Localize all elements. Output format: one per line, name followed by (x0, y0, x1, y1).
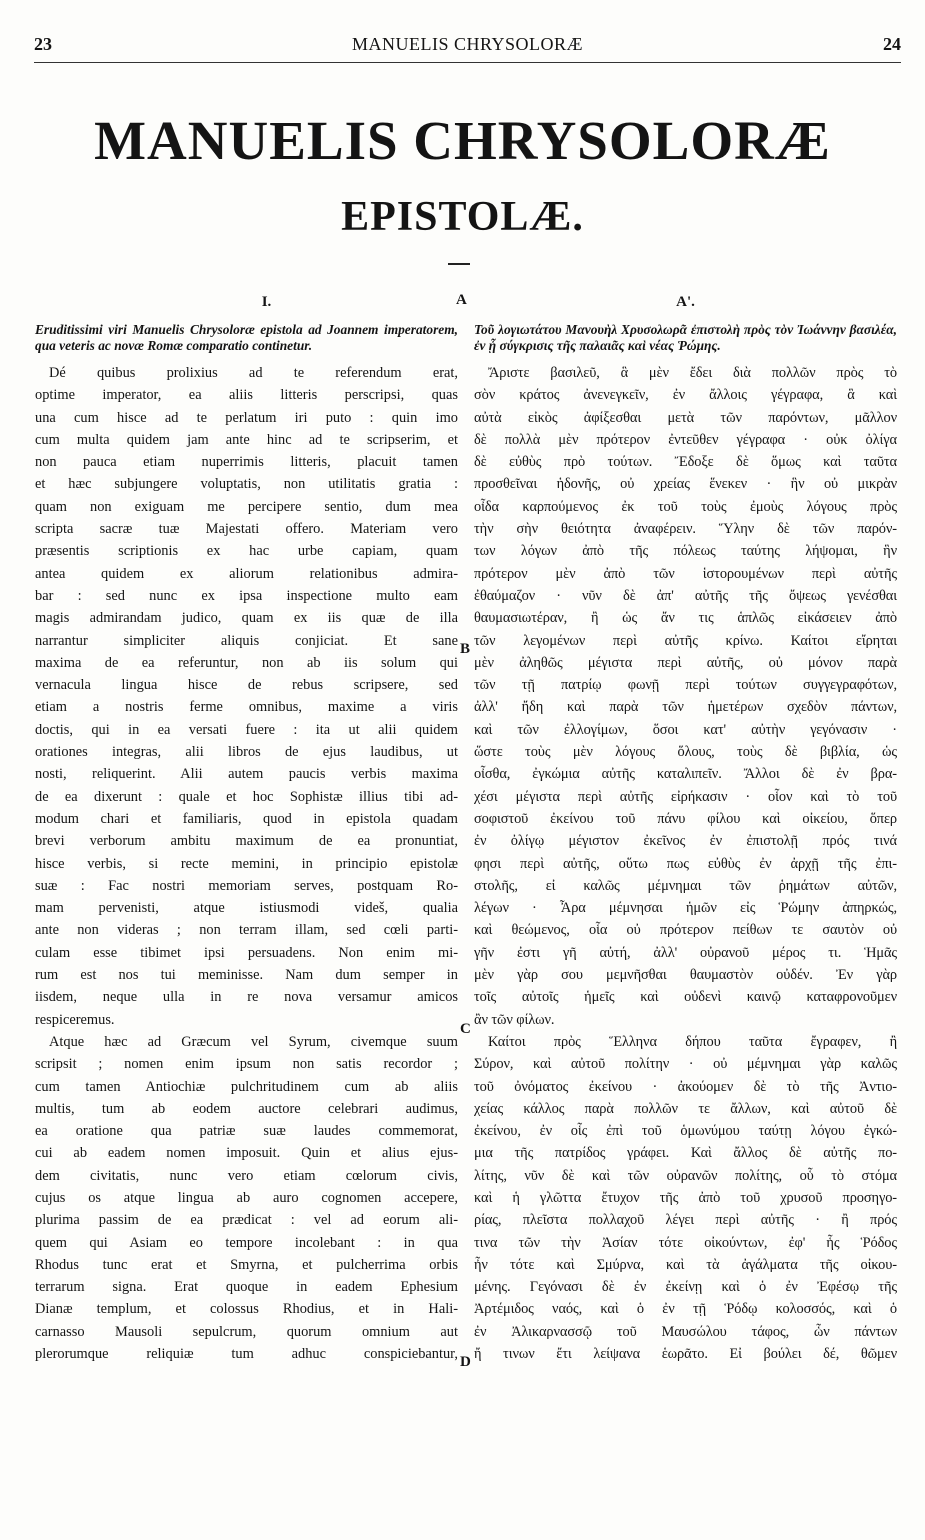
greek-text-line: Σύρον, καὶ αὐτοῦ πολίτην · οὐ μέμνημαι γὰρ καλῶς (474, 1056, 897, 1073)
page-number-left: 23 (34, 34, 52, 54)
latin-text-line: orationes integras, alii libros de ejus laudibus, ut (35, 744, 458, 761)
greek-text-line: οἶσθα, ἐγκώμια αὐτῆς καταλιπεῖν. Ἄλλοι δὲ ἐν βρα- (474, 766, 897, 783)
greek-text-line: Ἀρτέμιδος ναός, καὶ ὁ ἐν τῇ Ῥόδῳ κολοσσός, καὶ ὁ (474, 1301, 897, 1318)
greek-text-line: καὶ θεώμενος, οἷα οὐ πρότερον πείθων τε σαυτὸν οὐ (474, 922, 897, 939)
main-title: MANUELIS CHRYSOLORÆ (94, 110, 831, 171)
greek-text-line: μὲν ἀληθῶς μέγιστα περὶ αὐτῆς, οὐ μόνον παρὰ (474, 654, 897, 671)
margin-marker-d: D (460, 1354, 471, 1370)
latin-text-line: ea oratione qua patriæ suæ laudes commemorat, (35, 1123, 458, 1140)
latin-text-line: plerorumque reliquiæ tum adhuc conspiciebantur, (35, 1346, 458, 1363)
latin-text-line: et hæc subjungere voluptatis, non utilitatis gratia : (35, 476, 458, 493)
latin-text-line: cum multa quidem jam ante hinc ad te scripserim, et (35, 431, 458, 448)
latin-text-line: antea quidem ex aliorum relationibus admira- (35, 565, 458, 582)
greek-text-line: Ἄριστε βασιλεῦ, ἃ μὲν ἔδει διὰ πολλῶν πρὸς τὸ (488, 365, 897, 381)
latin-text-line: dem civitatis, nunc vero etiam cœlorum civis, (35, 1167, 458, 1184)
latin-text-line: non pauca etiam nuperrimis litteris, placuit tamen (35, 454, 458, 471)
latin-text-line: cum tamen Antiochiæ pulchritudinem cum ab aliis (35, 1078, 458, 1095)
margin-marker-a: A (456, 292, 467, 308)
greek-text-line: λέγων · Ἆρα μέμνησαι ἡμῶν εἰς Ῥώμην ἀπηρκώς, (474, 900, 897, 917)
page-number-right: 24 (883, 34, 901, 54)
greek-text-line: λίτης, νῦν δὲ καὶ τῶν οὐρανῶν πολίτης, οὗ τὸ στόμα (474, 1167, 897, 1184)
latin-text-line: Dé quibus prolixius ad te referendum erat, (49, 365, 458, 381)
greek-text-line: ἦν τότε καὶ Σμύρνα, καὶ τὰ ἀγάλματα τῆς οἰκου- (474, 1256, 897, 1273)
running-title: MANUELIS CHRYSOLORÆ (351, 34, 584, 54)
latin-text-line: optime imperator, ea aliis litteris perscripsi, quas (35, 387, 458, 404)
greek-text-line: τοῖς αὐτοῖς ἡμεῖς καὶ οὐδενὶ καινῷ καταφρονοῦμεν (474, 989, 897, 1006)
greek-text-line: γῆν ἐστι γῆ αὐτή, ἀλλ' οὐρανοῦ μέρος τι. Ἡμᾶς (474, 944, 897, 961)
greek-text-line: ἐν ὀλίγῳ μέγιστον ἐκεῖνος ἐν ἐπιστολῇ πρός τινά (474, 833, 897, 850)
latin-text-line: bar : sed nunc ex ipsa inspectione multo eam (35, 587, 458, 604)
greek-text-line: τῶν λεγομένων περὶ αὐτῆς κρίνω. Καίτοι εἴρηται (474, 632, 897, 649)
latin-text-line: respiceremus. (35, 1011, 115, 1028)
greek-column (474, 288, 897, 1365)
letter-number-greek: Α'. (676, 294, 695, 310)
latin-text-line: mam pervenisti, atque istiusmodi videš, qualia (35, 900, 458, 917)
latin-text-line: culam esse tibimet ipsi persuadens. Non enim mi- (35, 944, 458, 961)
letter-number-latin: I. (261, 294, 272, 310)
latin-text-line: nosti, reliquerint. Alii autem paucis verbis maxima (35, 766, 458, 783)
greek-text-line: ἐκείνου, ἐν οἷς ἐπὶ τοῦ ὁμωνύμου ταύτῃ λόγου ἐγκώ- (474, 1123, 897, 1140)
letter-heading-latin: Eruditissimi viri Manuelis Chrysoloræ epistola ad Joannem imperatorem, qua veteris ac novæ Romæ comparatio continetur. (35, 322, 458, 353)
latin-text-line: narrantur simpliciter aliquis conjiciat. Et sane (35, 632, 458, 649)
greek-text-line: στολῆς, εἰ καλῶς μέμνημαι τῶν ῥημάτων αὐτῶν, (474, 877, 897, 894)
greek-text-line: χείας κάλλος παρὰ πολλῶν τε ἄλλων, καὶ αὐτοῦ δὲ (474, 1100, 897, 1117)
greek-text-line: δὲ πολλὰ μὲν πρότερον ἐντεῦθεν γέγραφα · οὐκ ὀλίγα (474, 431, 897, 448)
greek-text-line: τινα τῶν τὴν Ἀσίαν τότε οἰκούντων, ἐφ' ἧς Ῥόδος (474, 1234, 897, 1251)
greek-body (474, 362, 897, 1365)
latin-text-line: Rhodus tunc erat et Smyrna, et pulcherrima orbis (35, 1256, 458, 1273)
letter-heading-greek: Τοῦ λογιωτάτου Μανουὴλ Χρυσολωρᾶ ἐπιστολὴ πρὸς τὸν Ἰωάννην βασιλέα, ἐν ᾗ σύγκρισις τῆς παλαιᾶς καὶ νέας Ῥώμης. (474, 322, 897, 353)
latin-text-line: multis, tum ab eodem auctore celebrari audimus, (35, 1100, 458, 1117)
latin-text-line: maxima de ea referuntur, non ab iis solum qui (35, 654, 458, 671)
latin-text-line: suæ : Fac nostri memoriam serves, postquam Ro- (35, 877, 458, 894)
greek-text-line: θαυμασιωτέραν, ἢ ὡς ἄν τις ἁπλῶς εἰκάσειεν ἀπὸ (474, 610, 897, 627)
latin-text-line: vernacula lingua hisce de rebus scripsere, sed (35, 677, 458, 694)
greek-text-line: τὴν σὴν θειότητα ἀναφέρειν. Ὕλην δὲ τῶν παρόν- (474, 521, 897, 538)
greek-text-line: καὶ ἡ γλῶττα ἔτυχον τῆς ἀπὸ τοῦ χρυσοῦ προσηγο- (474, 1189, 897, 1206)
latin-text-line: carnasso Mausoli sepulcrum, quorum omnium aut (35, 1323, 458, 1340)
latin-column (35, 288, 458, 1365)
latin-text-line: quam non exiguam me percipere sentio, dum mea (35, 498, 458, 515)
latin-text-line: modum chari et familiaris, quod in epistola quadam (35, 810, 458, 827)
title-separator (448, 263, 470, 265)
greek-text-line: καὶ τῶν ἐλλογίμων, ὅσοι κατ' αὐτὴν γεγόνασιν · (474, 721, 897, 738)
margin-marker-b: B (460, 641, 471, 657)
greek-text-line: ὥστε τοὺς μὲν λόγους ὅλους, τοὺς δὲ βιβλία, ὡς (474, 744, 897, 761)
greek-text-line: ἐθαύμαζον · νῦν δὲ ἀπ' αὐτῆς τῆς ὄψεως γενέσθαι (474, 587, 897, 604)
latin-text-line: scripsit ; nomen enim ipsum non satis recordor ; (35, 1056, 458, 1073)
greek-text-line: σὸν κράτος ἀνενεγκεῖν, ἐν ἄλλοις γέγραφα, ἃ καὶ (474, 387, 897, 404)
latin-text-line: plurima passim de ea prædicat : vel ad eorum ali- (35, 1212, 458, 1229)
latin-text-line: iisdem, neque ulla in re nova versamur amicos (35, 989, 458, 1006)
latin-text-line: una cum hisce ad te perlatum iri puto : quin imo (35, 409, 458, 426)
latin-text-line: præsentis scriptionis ex hac urbe capiam, quam (35, 543, 458, 560)
latin-text-line: rum est nos tui meminisse. Nam dum semper in (35, 967, 458, 984)
greek-text-line: ἂν τῶν φίλων. (474, 1011, 555, 1028)
latin-body (35, 362, 458, 1365)
latin-text-line: quem qui Asiam eo tempore incolebant : in qua (35, 1234, 458, 1251)
greek-text-line: τοῦ ὀνόματος ἐκείνου · ἀκούομεν δὲ τὸ τῆς Ἀντιο- (474, 1078, 897, 1095)
greek-text-line: ἐν Ἀλικαρνασσῷ τοῦ Μαυσώλου τάφος, ὧν πάντων (474, 1323, 897, 1340)
latin-text-line: magis admirandam judico, quam ex iis quæ de illa (35, 610, 458, 627)
latin-text-line: hisce verbis, si recte memini, in principio epistolæ (35, 855, 458, 872)
latin-text-line: cujus os atque lingua ab auro cognomen accepere, (35, 1189, 458, 1206)
subtitle: EPISTOLÆ. (341, 194, 584, 240)
greek-text-line: αὐτὰ εἰκὸς ἀφίξεσθαι μετὰ τῶν παρόντων, μᾶλλον (474, 409, 897, 426)
greek-text-line: προσθεῖναι ἡδονῆς, οὐ χρείας ἕνεκεν · ἣν οὐ μικρὰν (474, 476, 897, 493)
latin-text-line: etiam a nostris ferme omnibus, maxime a viris (35, 699, 458, 716)
header-rule (34, 62, 901, 63)
latin-text-line: Atque hæc ad Græcum vel Syrum, civemque suum (49, 1033, 458, 1050)
latin-text-line: ante non videras ; non terram illam, sed cœli parti- (35, 922, 458, 939)
latin-text-line: brevi verborum ambitu maximum de ea pronuntiat, (35, 833, 458, 850)
greek-text-line: δὲ εὐθὺς πρὸ τούτων. Ἔδοξε δὲ ὅμως καὶ ταῦτα (474, 454, 897, 471)
greek-text-line: ρίας, πλεῖστα πολλαχοῦ λέγει περὶ αὐτῆς · ἢ πρός (474, 1212, 897, 1229)
greek-text-line: μένης. Γεγόνασι δὲ ἐν ἐκείνῃ καὶ ὁ ἐν Ἐφέσῳ τῆς (474, 1279, 897, 1296)
greek-text-line: Καίτοι πρὸς Ἕλληνα δήπου ταῦτα ἔγραφεν, ἢ (488, 1033, 897, 1050)
greek-text-line: πρότερον μὲν ἀπὸ τῶν ἱστορουμένων περὶ αὐτῆς (474, 565, 897, 582)
latin-text-line: terrarum signa. Erat quoque in eadem Ephesium (35, 1279, 458, 1296)
greek-text-line: των λόγων ἀπὸ τῆς πόλεως ταύτης λήψομαι, ἣν (474, 543, 897, 560)
latin-text-line: scripta sacræ tuæ Majestati offero. Materiam vero (35, 521, 458, 538)
greek-text-line: μὲν γὰρ σου μεμνῆσθαι θαυμαστὸν οὐδέν. Ἐν γὰρ (474, 967, 897, 984)
latin-text-line: de ea dixerunt : quale et hoc Sophistæ illius tibi ad- (35, 788, 458, 805)
greek-text-line: χέσι μέγιστα περὶ αὐτῆς εἰρήκασιν · οἷον καὶ τὸ τοῦ (474, 788, 897, 805)
running-header (34, 34, 901, 58)
greek-text-line: ἀλλ' ἤδη καὶ παρὰ τῶν ἡμετέρων σχεδὸν πάντων, (474, 699, 897, 716)
greek-text-line: οἶδα καρπούμενος ἐκ τοῦ τοὺς ἐμοὺς λόγους πρὸς (474, 498, 897, 515)
greek-text-line: φησι περὶ αὐτῆς, οὕτω πως εὐθὺς ἐν ἀρχῇ τῆς ἐπι- (474, 855, 897, 872)
latin-text-line: cui ab eadem nomen imposuit. Quin et alius ejus- (35, 1145, 458, 1162)
greek-text-line: μια τῆς πατρίδος γράφει. Καὶ ἄλλος δὲ αὐτῆς πο- (474, 1145, 897, 1162)
latin-text-line: doctis, qui in ea versati fuere : ita ut alii quidem (35, 721, 458, 738)
margin-marker-c: C (460, 1021, 471, 1037)
greek-text-line: τῶν τῇ πατρίῳ φωνῇ περὶ τούτων συγγεγραφότων, (474, 677, 897, 694)
greek-text-line: ἤ τινων ἔτι λείψανα ἑωρᾶτο. Εἰ βούλει δέ, θῶμεν (474, 1346, 897, 1363)
greek-text-line: σοφιστοῦ ἐκείνου τοῦ πάνυ φίλου καὶ οἰκείου, ὅπερ (474, 810, 897, 827)
latin-text-line: Dianæ templum, et colossus Rhodius, et in Hali- (35, 1301, 458, 1318)
